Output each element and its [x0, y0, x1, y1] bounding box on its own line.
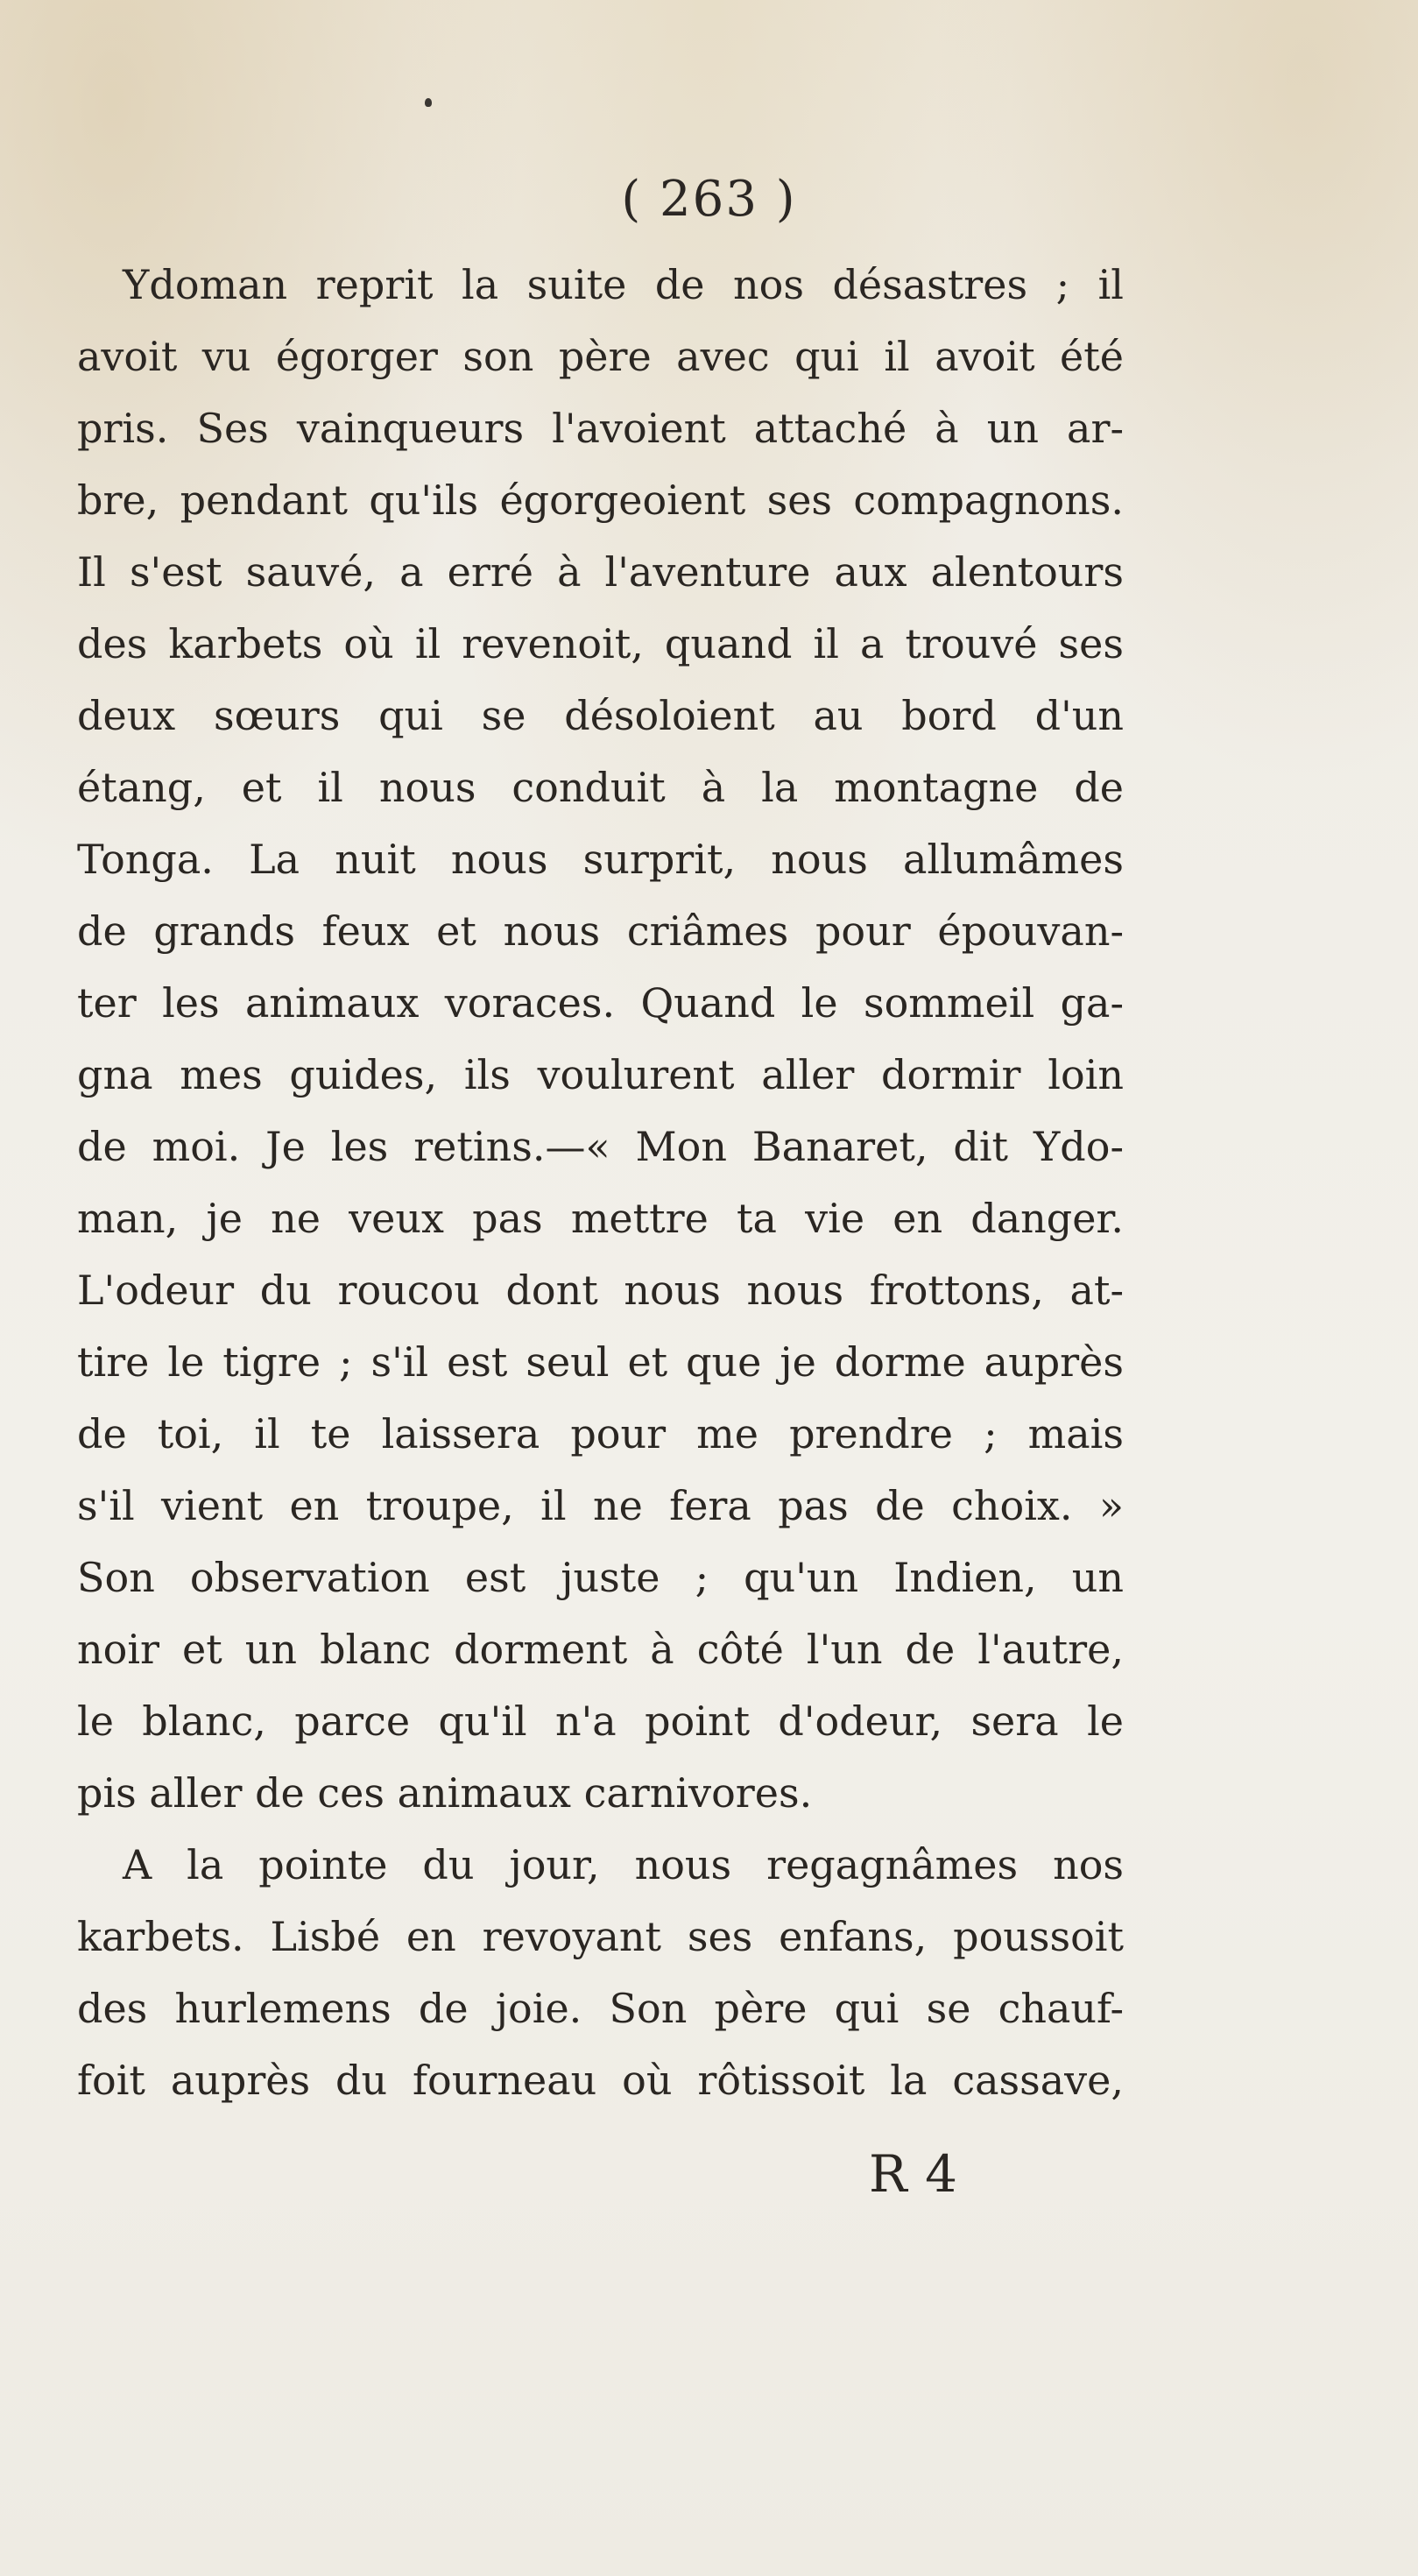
text-line: L'odeur du roucou dont nous nous frottons, at-: [77, 1267, 1124, 1314]
text-line: gna mes guides, ils voulurent aller dormir loin: [77, 1051, 1124, 1098]
text-line: Il s'est sauvé, a erré à l'aventure aux alentours: [77, 548, 1124, 596]
text-line: de toi, il te laissera pour me prendre ; mais: [77, 1410, 1124, 1457]
text-line: deux sœurs qui se désoloient au bord d'un: [77, 692, 1124, 739]
text-line: s'il vient en troupe, il ne fera pas de choix. »: [77, 1482, 1124, 1529]
text-line: bre, pendant qu'ils égorgeoient ses compagnons.: [77, 476, 1124, 524]
ink-speck: [425, 98, 432, 107]
text-line: foit auprès du fourneau où rôtissoit la cassave,: [77, 2057, 1124, 2104]
text-line: Son observation est juste ; qu'un Indien, un: [77, 1554, 1124, 1601]
text-line: de grands feux et nous criâmes pour épouvan-: [77, 907, 1124, 955]
page-number: ( 263 ): [621, 171, 797, 228]
text-line: man, je ne veux pas mettre ta vie en danger.: [77, 1195, 1124, 1242]
text-line: ter les animaux voraces. Quand le sommeil ga-: [77, 979, 1124, 1027]
text-line: Ydoman reprit la suite de nos désastres ; il: [123, 261, 1124, 308]
signature-mark: R 4: [869, 2144, 959, 2204]
text-line: des karbets où il revenoit, quand il a trouvé ses: [77, 620, 1124, 667]
text-line: pis aller de ces animaux carnivores.: [77, 1769, 813, 1817]
text-body: [77, 249, 1124, 2116]
text-line: Tonga. La nuit nous surprit, nous allumâmes: [77, 836, 1124, 883]
text-line: pris. Ses vainqueurs l'avoient attaché à un ar-: [77, 405, 1124, 452]
paragraph-1: [77, 249, 1124, 1829]
paragraph-2: [77, 1829, 1124, 2116]
text-line: noir et un blanc dorment à côté l'un de l'autre,: [77, 1626, 1124, 1673]
text-line: tire le tigre ; s'il est seul et que je dorme auprès: [77, 1338, 1124, 1386]
text-line: karbets. Lisbé en revoyant ses enfans, poussoit: [77, 1913, 1124, 1960]
text-line: de moi. Je les retins.—« Mon Banaret, dit Ydo-: [77, 1123, 1124, 1170]
text-line: A la pointe du jour, nous regagnâmes nos: [123, 1841, 1124, 1888]
text-line: avoit vu égorger son père avec qui il avoit été: [77, 333, 1124, 380]
text-line: le blanc, parce qu'il n'a point d'odeur, sera le: [77, 1697, 1124, 1745]
text-line: étang, et il nous conduit à la montagne de: [77, 764, 1124, 811]
text-line: des hurlemens de joie. Son père qui se chauf-: [77, 1985, 1124, 2032]
